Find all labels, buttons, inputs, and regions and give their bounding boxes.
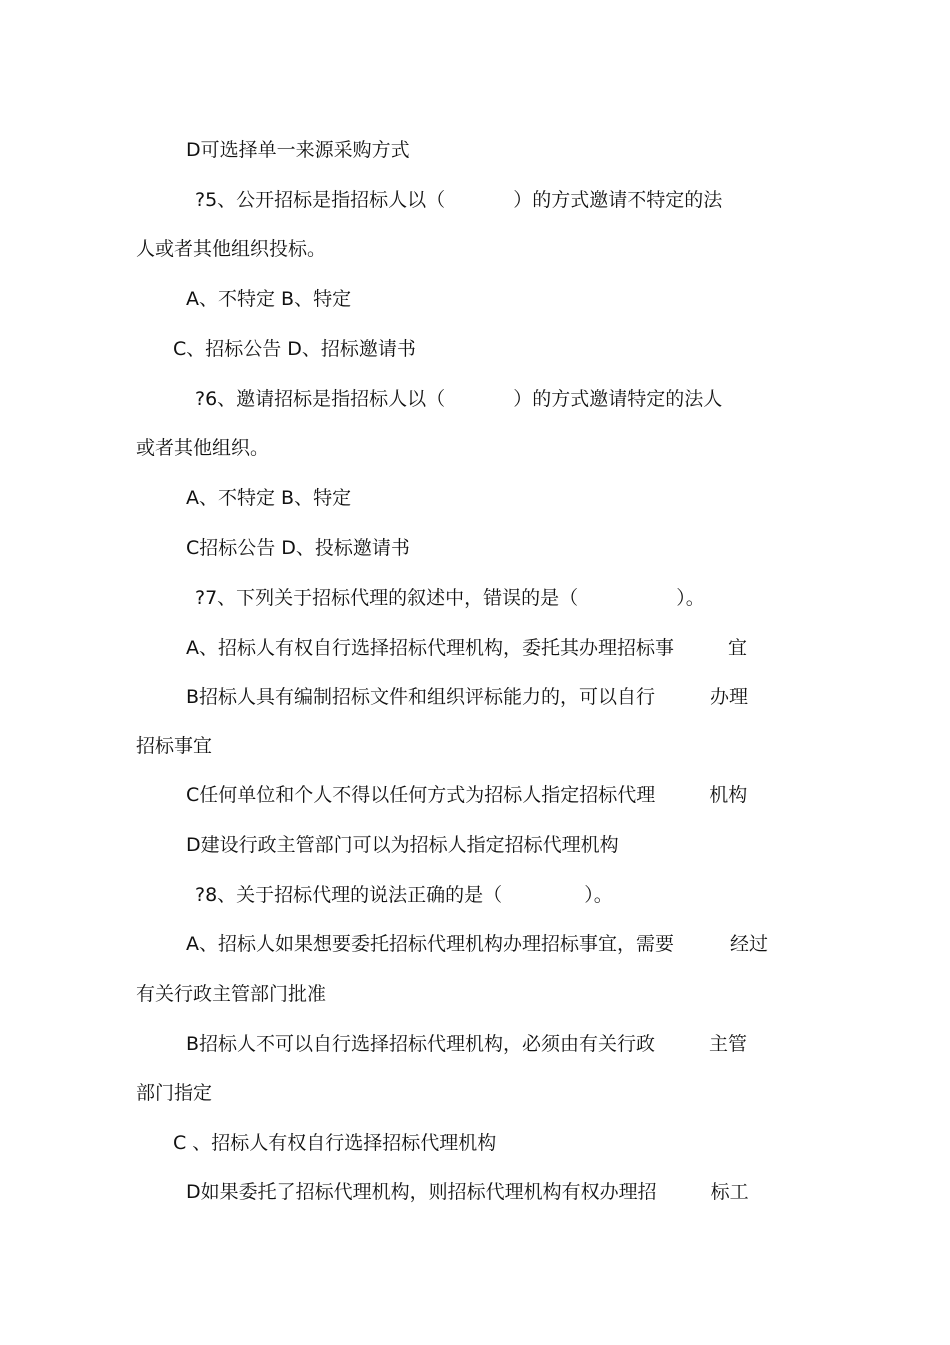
question-8-stem-end: ）。 [584,884,613,906]
question-5-stem: ?5、公开招标是指招标人以（ [195,189,446,211]
question-6-line-1 [195,386,722,412]
question-6-stem: ?6、邀请招标是指招标人以（ [195,388,446,410]
question-8-option-c: C 、招标人有权自行选择招标代理机构 [173,1132,497,1154]
question-7-stem-line [195,585,705,611]
option-text-tail: 经过 [730,933,769,955]
question-7-stem-end: ）。 [676,587,705,609]
question-5-stem-cont: ）的方式邀请不特定的法 [513,189,723,211]
option-text: A、招标人有权自行选择招标代理机构，委托其办理招标事 [186,637,674,659]
question-8-stem-line [195,882,613,908]
option-text-tail: 标工 [710,1181,749,1203]
question-6-options-cd: C招标公告 D、投标邀请书 [186,537,410,559]
question-8-option-a [186,931,768,957]
question-8-option-b-cont: 部门指定 [136,1082,213,1104]
question-8-option-d [186,1179,749,1205]
question-6-line-2: 或者其他组织。 [136,437,270,459]
question-8-stem: ?8、关于招标代理的说法正确的是（ [195,884,503,906]
question-7-option-b-cont: 招标事宜 [136,735,213,757]
question-7-option-d: D建设行政主管部门可以为招标人指定招标代理机构 [186,834,619,856]
option-text-tail: 办理 [710,686,749,708]
question-8-option-b [186,1031,747,1057]
option-text: A、招标人如果想要委托招标代理机构办理招标事宜，需要 [186,933,674,955]
option-text: B招标人不可以自行选择招标代理机构，必须由有关行政 [186,1033,656,1055]
question-7-option-a [186,635,747,661]
option-text: C任何单位和个人不得以任何方式为招标人指定招标代理 [186,784,656,806]
question-7-option-b [186,684,748,710]
question-7-stem: ?7、下列关于招标代理的叙述中，错误的是（ [195,587,579,609]
option-text-tail: 宜 [728,637,748,659]
question-7-option-c [186,782,747,808]
question-5-options-cd: C、招标公告 D、招标邀请书 [173,338,416,360]
question-6-options-ab: A、不特定 B、特定 [186,487,352,509]
question-8-option-a-cont: 有关行政主管部门批准 [136,983,327,1005]
option-text: D如果委托了招标代理机构，则招标代理机构有权办理招 [186,1181,657,1203]
question-5-options-ab: A、不特定 B、特定 [186,288,352,310]
question-5-line-2: 人或者其他组织投标。 [136,238,327,260]
option-text-tail: 主管 [709,1033,748,1055]
question-6-stem-cont: ）的方式邀请特定的法人 [513,388,723,410]
option-d-q4: D可选择单一来源采购方式 [186,139,410,161]
option-text: B招标人具有编制招标文件和组织评标能力的，可以自行 [186,686,656,708]
question-5-line-1 [195,187,722,213]
option-text-tail: 机构 [709,784,748,806]
